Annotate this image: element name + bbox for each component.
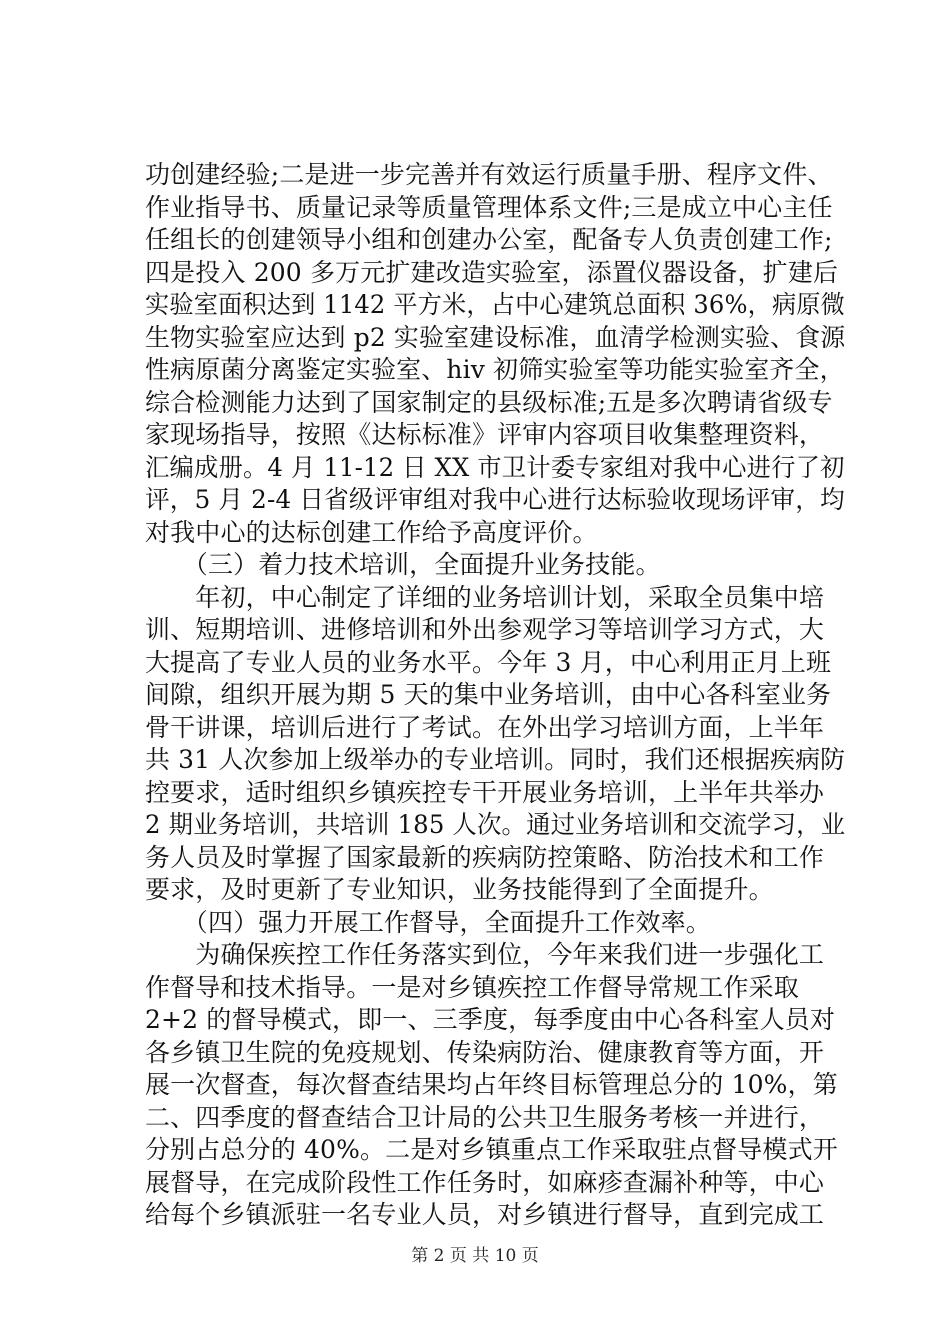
text-line: 骨干讲课，培训后进行了考试。在外出学习培训方面，上半年 xyxy=(145,712,825,742)
text-line: 2 期业务培训，共培训 185 人次。通过业务培训和交流学习，业 xyxy=(145,810,846,839)
text-line: 任组长的创建领导小组和创建办公室，配备专人负责创建工作; xyxy=(145,225,833,254)
text-line: 给每个乡镇派驻一名专业人员，对乡镇进行督导，直到完成工 xyxy=(145,1200,825,1229)
text-line: 为确保疾控工作任务落实到位，今年来我们进一步强化工 xyxy=(145,940,825,969)
text-line: 生物实验室应达到 p2 实验室建设标准，血清学检测实验、食源 xyxy=(145,322,846,352)
text-line: 综合检测能力达到了国家制定的县级标准;五是多次聘请省级专 xyxy=(145,387,833,417)
text-line: 评，5 月 2-4 日省级评审组对我中心进行达标验收现场评审，均 xyxy=(145,485,845,514)
text-line: 分别占总分的 40%。二是对乡镇重点工作采取驻点督导模式开 xyxy=(145,1135,838,1164)
text-line: 汇编成册。4 月 11-12 日 XX 市卫计委专家组对我中心进行了初 xyxy=(145,452,845,482)
text-line: 2+2 的督导模式，即一、三季度，每季度由中心各科室人员对 xyxy=(145,1005,836,1034)
text-line: 训、短期培训、进修培训和外出参观学习等培训学习方式，大 xyxy=(145,615,825,644)
text-line: 实验室面积达到 1142 平方米，占中心建筑总面积 36%，病原微 xyxy=(145,290,845,319)
text-line: 要求，及时更新了专业知识，业务技能得到了全面提升。 xyxy=(145,875,774,904)
text-line: 对我中心的达标创建工作给予高度评价。 xyxy=(145,517,598,547)
text-line: 展一次督查，每次督查结果均占年终目标管理总分的 10%，第 xyxy=(145,1070,838,1099)
text-line: 作督导和技术指导。一是对乡镇疾控工作督导常规工作采取 xyxy=(145,972,799,1002)
page-number-footer: 第 2 页 共 10 页 xyxy=(411,1246,539,1266)
text-line: 务人员及时掌握了国家最新的疾病防控策略、防治技术和工作 xyxy=(145,842,825,872)
text-line: 大提高了专业人员的业务水平。今年 3 月，中心利用正月上班 xyxy=(145,647,832,677)
section-heading: （四）强力开展工作督导，全面提升工作效率。 xyxy=(145,907,711,937)
section-heading: （三）着力技术培训，全面提升业务技能。 xyxy=(145,550,661,579)
text-line: 作业指导书、质量记录等质量管理体系文件;三是成立中心主任 xyxy=(145,192,833,222)
text-line: 展督导，在完成阶段性工作任务时，如麻疹查漏补种等，中心 xyxy=(145,1167,825,1197)
text-line: 各乡镇卫生院的免疫规划、传染病防治、健康教育等方面，开 xyxy=(145,1037,825,1067)
text-line: 二、四季度的督查结合卫计局的公共卫生服务考核一并进行， xyxy=(145,1102,825,1132)
text-line: 年初，中心制定了详细的业务培训计划，采取全员集中培 xyxy=(145,582,825,612)
text-line: 性病原菌分离鉴定实验室、hiv 初筛实验室等功能实验室齐全， xyxy=(145,355,845,384)
text-line: 功创建经验;二是进一步完善并有效运行质量手册、程序文件、 xyxy=(145,160,833,189)
text-line: 间隙，组织开展为期 5 天的集中业务培训，由中心各科室业务 xyxy=(145,680,832,709)
text-line: 共 31 人次参加上级举办的专业培训。同时，我们还根据疾病防 xyxy=(145,745,846,774)
text-line: 四是投入 200 多万元扩建改造实验室，添置仪器设备，扩建后 xyxy=(145,257,839,287)
text-line: 控要求，适时组织乡镇疾控专干开展业务培训，上半年共举办 xyxy=(145,777,825,807)
text-line: 家现场指导，按照《达标标准》评审内容项目收集整理资料， xyxy=(145,420,825,449)
document-body xyxy=(145,159,845,1232)
